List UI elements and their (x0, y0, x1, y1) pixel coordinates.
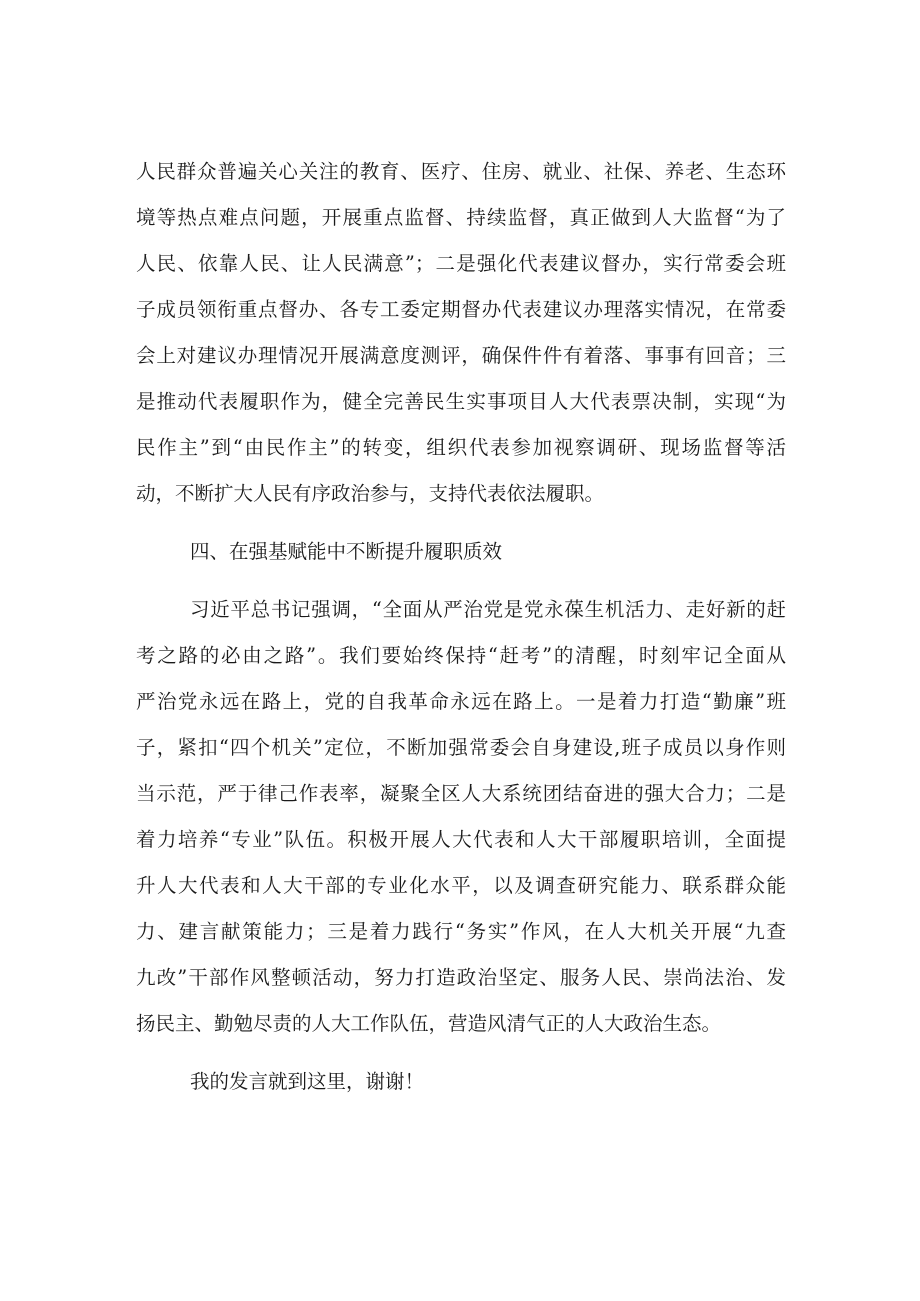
paragraph-2-line-6: 着力培养“专业”队伍。积极开展人大代表和人大干部履职培训，全面提 (136, 828, 786, 851)
paragraph-2-line-1: 习近平总书记强调，“全面从严治党是党永葆生机活力、走好新的赶 (190, 598, 786, 621)
paragraph-1-line-5: 会上对建议办理情况开展满意度测评，确保件件有着落、事事有回音；三 (136, 344, 786, 367)
paragraph-2-line-8: 力、建言献策能力；三是着力践行“务实”作风，在人大机关开展“九查 (136, 920, 786, 943)
paragraph-2-line-3: 严治党永远在路上，党的自我革命永远在路上。一是着力打造“勤廉”班 (136, 690, 786, 713)
paragraph-2-line-7: 升人大代表和人大干部的专业化水平，以及调查研究能力、联系群众能 (136, 874, 786, 897)
paragraph-1-line-2: 境等热点难点问题，开展重点监督、持续监督，真正做到人大监督“为了 (136, 206, 786, 229)
section-heading: 四、在强基赋能中不断提升履职质效 (190, 540, 503, 563)
closing-remark: 我的发言就到这里，谢谢！ (190, 1070, 425, 1093)
paragraph-2-line-2: 考之路的必由之路”。我们要始终保持“赶考”的清醒，时刻牢记全面从 (136, 644, 786, 667)
paragraph-2-line-5: 当示范，严于律己作表率，凝聚全区人大系统团结奋进的强大合力；二是 (136, 782, 786, 805)
paragraph-1-line-7: 民作主”到“由民作主”的转变，组织代表参加视察调研、现场监督等活 (136, 436, 786, 459)
paragraph-1-line-4: 子成员领衔重点督办、各专工委定期督办代表建议办理落实情况，在常委 (136, 298, 786, 321)
paragraph-1-line-8: 动，不断扩大人民有序政治参与，支持代表依法履职。 (136, 482, 605, 505)
paragraph-2-line-10: 扬民主、勤勉尽责的人大工作队伍，营造风清气正的人大政治生态。 (136, 1012, 722, 1035)
paragraph-1-line-1: 人民群众普遍关心关注的教育、医疗、住房、就业、社保、养老、生态环 (136, 160, 786, 183)
paragraph-2-line-4: 子，紧扣“四个机关”定位，不断加强常委会自身建设,班子成员以身作则 (136, 736, 786, 759)
paragraph-1-line-6: 是推动代表履职作为，健全完善民生实事项目人大代表票决制，实现“为 (136, 390, 786, 413)
paragraph-1-line-3: 人民、依靠人民、让人民满意”；二是强化代表建议督办，实行常委会班 (136, 252, 786, 275)
paragraph-2-line-9: 九改”干部作风整顿活动，努力打造政治坚定、服务人民、崇尚法治、发 (136, 966, 786, 989)
